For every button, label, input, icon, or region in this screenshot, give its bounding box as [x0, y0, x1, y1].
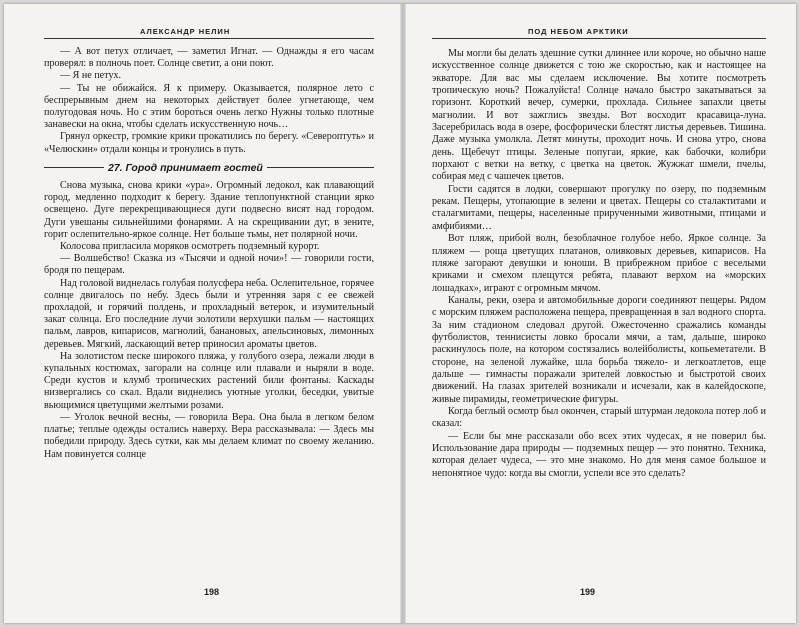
left-page-number: 198	[204, 587, 220, 597]
left-running-head	[44, 24, 374, 39]
heading-rule-left	[44, 167, 104, 168]
right-running-head	[432, 24, 766, 39]
paragraph: — Если бы мне рассказали обо всех этих чудесах, я не поверил бы. Использование дара природы — подземных пещер — это понятно. Техника, которая делает чудеса, — это мне знакомо. Но для меня самое большое и непонятное чудо: когда вы смогли, успели все это сделать?	[432, 430, 766, 479]
left-page	[44, 4, 374, 623]
paragraph: Колосова пригласила моряков осмотреть подземный курорт.	[60, 241, 320, 253]
paragraph: — Волшебство! Сказка из «Тысячи и одной ночи»! — говорили гости, бродя по пещерам.	[44, 253, 374, 277]
paragraph: — Ты не обижайся. Я к примеру. Оказывается, полярное лето с беспрерывным днем на некоторых действует более угнетающе, чем полугодовая ночь. Но с этим бороться очень легко Нужны только плотные занавески на окна, чтобы сделать искусственную ночь…	[44, 82, 374, 131]
right-page	[432, 4, 766, 623]
paragraph: — Уголок вечной весны, — говорила Вера. Она была в легком белом платье; теплые одежды остались наверху. Вера рассказывала: — Здесь мы победили природу. Здесь сутки, как мы делаем климат по своему желанию. Нам повинуется солнце	[44, 411, 374, 460]
right-running-head-text: ПОД НЕБОМ АРКТИКИ	[528, 27, 629, 36]
chapter-title: 27. Город принимает гостей	[108, 161, 263, 174]
chapter-heading	[44, 162, 374, 174]
paragraph: Мы могли бы делать здешние сутки длиннее или короче, но обычно наше искусственное солнце движется с тою же скоростью, как и настоящее на экваторе. Для вас мы сделаем исключение. Вы хотите посмотреть тропическую ночь? Пожалуйста! Солнце начало быстро закатываться за горизонт. Короткий вечер, сумерки, прохлада. Сильнее запахли цветы магнолии. И вот зажглись звезды. Вот восходит красавица-луна. Засеребрилась вода в озере, фосфорически блестят листья деревьев. Тишина. Даже музыка умолкла. Летят минуты, проходит ночь. И снова утро, снова день. Щебечут птицы. Зеленые попугаи, яркие, как бабочки, колибри порхают с ветки на ветку, с цветка на цветок. Жужжат шмели, пчелы, собирая мед с чашечек цветов.	[432, 48, 766, 183]
book-gutter	[400, 4, 406, 623]
left-page-body	[44, 46, 374, 461]
paragraph: Когда беглый осмотр был окончен, старый штурман ледокола потер лоб и сказал:	[432, 405, 766, 430]
paragraph: На золотистом песке широкого пляжа, у голубого озера, лежали люди в купальных костюмах, загорали на солнце или плавали и ныряли в воде. Среди кустов и клумб тропических растений били фонтаны. Каскады низвергались со скал. Вдали виднелись уютные уголки, беседки, увитые вьющимися цветущими желтыми розами.	[44, 350, 374, 411]
paragraph: Над головой виднелась голубая полусфера неба. Ослепительное, горячее солнце двигалось по небу. Здесь были и утренняя заря с ее свежей прохладой, и горячий полдень, и прохладный ветерок, и изумительный закат солнца. Его последние лучи золотили верхушки пальм — настоящих пальм, лавров, кипарисов, магнолий, банановых, апельсиновых, лимонных деревьев. Мягкий, ласкающий ветер приносил ароматы цветов.	[44, 277, 374, 350]
book-spread	[4, 4, 796, 623]
paragraph: Каналы, реки, озера и автомобильные дороги соединяют пещеры. Рядом с морским пляжем расположена пещера, превращенная в зал водного спорта. За ним стадионом следовал другой. Ожесточенно сражались команды футболистов, теннисисты ловко бросали мячи, а там, дальше, широко раскинулось поле, на котором состязались волейболисты, копьеметатели. В стороне, на зеленой лужайке, шла борьба тяжело- и легкоатлетов, еще дальше — гимнасты поражали зрителей ловкостью и быстротой своих движений. На глазах зрителей возникали и исчезали, как в калейдоскопе, живые пирамиды, геометрические фигуры.	[432, 294, 766, 405]
paragraph: — А вот петух отличает, — заметил Игнат. — Однажды я его часам проверял: в полночь поет. Солнце светит, а они поют.	[44, 46, 374, 70]
heading-rule-right	[267, 167, 374, 168]
paragraph: Вот пляж, прибой волн, безоблачное голубое небо. Яркое солнце. За пляжем — роща цветущих платанов, оливковых деревьев, кипарисов. На пляже загорают девушки и юноши. В прибрежном прибое с веселыми криками и смехом плещутся ребята, плавают верхом на «морских лошадках», играют с огромным мячом.	[432, 233, 766, 294]
paragraph: Грянул оркестр, громкие крики прокатились по берегу. «Североптуть» и «Челюскин» отдали концы и тронулись в путь.	[44, 131, 374, 155]
right-page-number: 199	[580, 587, 596, 597]
left-running-head-text: АЛЕКСАНДР НЕЛИН	[140, 27, 231, 36]
right-page-body	[432, 48, 766, 480]
paragraph: Снова музыка, снова крики «ура». Огромный ледокол, как плавающий город, медленно подходит к берегу. Здание теплопунктной станции ярко освещено. Дуге перекрещивающиеся дуги подвесно висят над городом. Дуги увешаны сильнейшими фонарями. А на скрещивании дуг, в зените, горит ослепительно-яркое солнце. Нет больше тьмы, нет полярной ночи.	[44, 180, 374, 240]
paragraph: — Я не петух.	[60, 70, 122, 82]
paragraph: Гости садятся в лодки, совершают прогулку по озеру, по подземным рекам. Пещеры, утопающие в зелени и цветах. Пещеры со сталактитами и сталагмитами, пещеры, населенные прирученными животными, птицами и амфибиями…	[432, 183, 766, 232]
